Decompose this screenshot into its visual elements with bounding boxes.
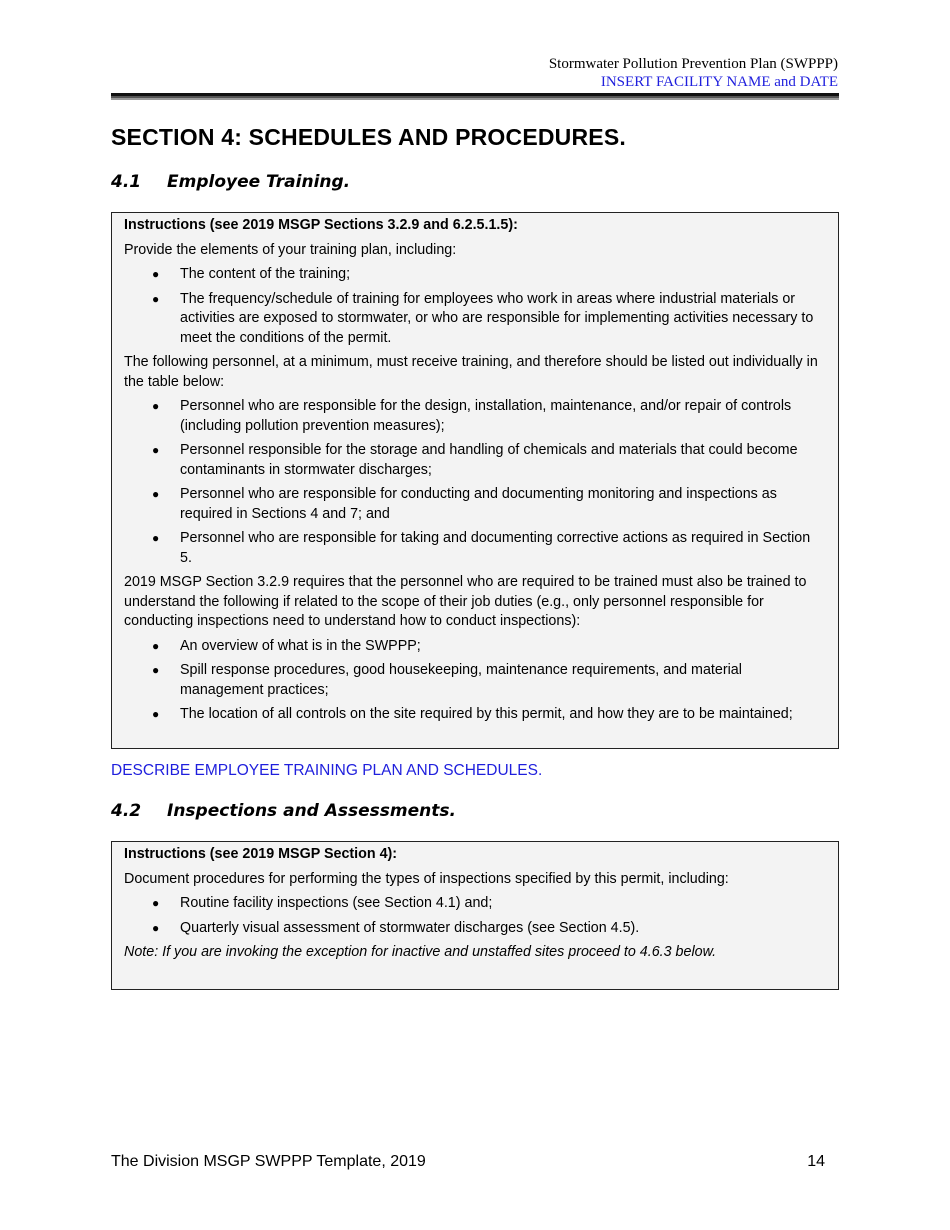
instructions-note: Note: If you are invoking the exception for inactive and unstaffed sites proceed to 4.6.3 below. [124,944,717,960]
instructions-intro: Document procedures for performing the types of inspections specified by this permit, including: [124,870,729,887]
training-plan-placeholder: DESCRIBE EMPLOYEE TRAINING PLAN AND SCHEDULES. [111,762,543,779]
instructions-box-inspections [111,841,839,990]
list-item: ● The frequency/schedule of training for employees who work in areas where industrial materials or activities are exposed to stormwater, or who are responsible for implementing activities necessary to meet the conditions of the permit. [152,290,814,346]
header-facility-placeholder: INSERT FACILITY NAME and DATE [600,74,838,90]
header-title: Stormwater Pollution Prevention Plan (SWPPP) [548,56,838,72]
instructions-intro: Provide the elements of your training plan, including: [124,241,457,258]
instructions-paragraph: The following personnel, at a minimum, must receive training, and therefore should be listed out individually in the table below: [124,354,818,390]
subsection-number: 4.2 [111,801,142,821]
subsection-number: 4.1 [111,172,142,192]
instructions-paragraph: 2019 MSGP Section 3.2.9 requires that the personnel who are required to be trained must also be trained to understand the following if related to the scope of their job duties (e.g., only personnel responsible for conducting inspections need to understand how to conduct inspections): [124,574,807,629]
subsection-title: Inspections and Assessments. [167,801,456,821]
list-item: ● Routine facility inspections (see Section 4.1) and; [152,895,493,911]
bullet-list [124,894,826,938]
running-header [549,55,838,91]
bullet-list [124,637,826,725]
instructions-title: Instructions (see 2019 MSGP Section 4): [124,846,398,862]
subsection-title: Employee Training. [167,172,351,192]
page-number: 14 [807,1153,825,1170]
list-item: ● Personnel responsible for the storage and handling of chemicals and materials that could become contaminants in stormwater discharges; [152,442,798,478]
bullet-list [124,265,826,348]
list-item: ● Quarterly visual assessment of stormwater discharges (see Section 4.5). [152,919,640,936]
instructions-title: Instructions (see 2019 MSGP Sections 3.2.9 and 6.2.5.1.5): [124,217,518,233]
bullet-list [124,397,826,568]
list-item: ● An overview of what is in the SWPPP; [152,637,421,654]
list-item: ● The content of the training; [152,266,351,282]
footer-document-title: The Division MSGP SWPPP Template, 2019 [111,1153,426,1170]
section-title: SECTION 4: SCHEDULES AND PROCEDURES. [111,124,626,150]
list-item: ● Personnel who are responsible for taking and documenting corrective actions as required in Section 5. [152,530,811,566]
list-item: ● Spill response procedures, good housekeeping, maintenance requirements, and material management practices; [152,662,742,698]
subsection-heading-4-2 [111,801,456,821]
header-rule [111,93,839,100]
list-item: ● The location of all controls on the site required by this permit, and how they are to be maintained; [152,706,793,722]
list-item: ● Personnel who are responsible for conducting and documenting monitoring and inspections as required in Sections 4 and 7; and [152,486,777,522]
instructions-box-training [111,212,839,749]
subsection-heading-4-1 [111,172,350,192]
list-item: ● Personnel who are responsible for the design, installation, maintenance, and/or repair of controls (including pollution prevention measures); [152,398,792,434]
